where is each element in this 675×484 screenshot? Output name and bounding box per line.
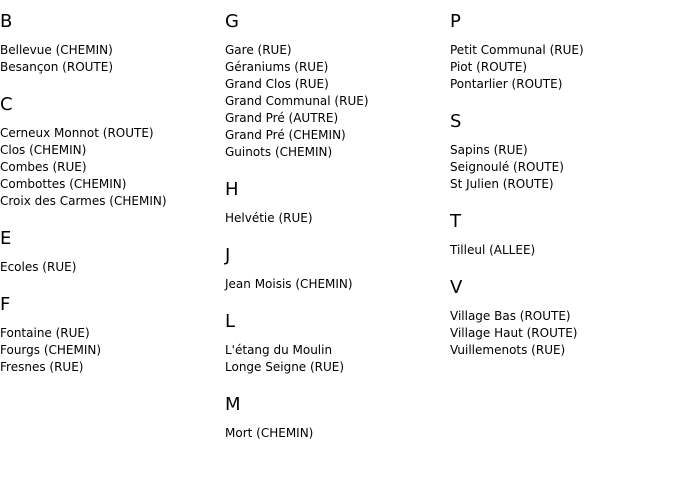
street-list [450,308,674,359]
street-link[interactable]: Grand Pré (CHEMIN) [225,128,346,142]
street-link[interactable]: Helvétie (RUE) [225,211,313,225]
street-link[interactable]: Combottes (CHEMIN) [0,177,127,191]
street-link[interactable]: Géraniums (RUE) [225,60,329,74]
street-link[interactable]: Fontaine (RUE) [0,326,90,340]
street-link[interactable]: Croix des Carmes (CHEMIN) [0,194,167,208]
letter-group-g [225,12,449,161]
street-link[interactable]: Clos (CHEMIN) [0,143,87,157]
street-link[interactable]: Grand Communal (RUE) [225,94,369,108]
street-link[interactable]: Fourgs (CHEMIN) [0,343,102,357]
street-list [0,42,224,76]
letter-heading: F [0,294,11,315]
street-list [225,425,449,442]
street-link[interactable]: Besançon (ROUTE) [0,60,114,74]
street-list [0,125,224,210]
letter-group-j [225,246,449,293]
street-link[interactable]: Petit Communal (RUE) [450,43,584,57]
letter-heading: M [225,394,241,415]
letter-group-e [0,229,224,276]
street-list [0,259,224,276]
letter-group-p [450,12,674,93]
street-link[interactable]: Vuillemenots (RUE) [450,343,566,357]
letter-heading: J [225,245,231,266]
street-index-column-3 [450,12,674,378]
letter-group-c [0,95,224,210]
street-list [450,242,674,259]
street-link[interactable]: Pontarlier (ROUTE) [450,77,563,91]
street-link[interactable]: Ecoles (RUE) [0,260,77,274]
street-link[interactable]: Tilleul (ALLEE) [450,243,536,257]
street-link[interactable]: Longe Seigne (RUE) [225,360,345,374]
street-link[interactable]: Seignoulé (ROUTE) [450,160,564,174]
letter-heading: P [450,11,461,32]
letter-group-v [450,278,674,359]
street-link[interactable]: Combes (RUE) [0,160,87,174]
street-list [225,276,449,293]
letter-heading: G [225,11,239,32]
letter-heading: C [0,94,13,115]
street-link[interactable]: L'étang du Moulin [225,343,333,357]
street-link[interactable]: Cerneux Monnot (ROUTE) [0,126,154,140]
street-link[interactable]: Piot (ROUTE) [450,60,528,74]
letter-heading: T [450,211,461,232]
street-list [225,42,449,161]
street-link[interactable]: Grand Clos (RUE) [225,77,329,91]
street-link[interactable]: St Julien (ROUTE) [450,177,554,191]
letter-heading: B [0,11,13,32]
letter-group-l [225,312,449,376]
letter-group-t [450,212,674,259]
street-link[interactable]: Jean Moisis (CHEMIN) [225,277,353,291]
street-link[interactable]: Guinots (CHEMIN) [225,145,333,159]
letter-heading: V [450,277,463,298]
street-index-column-2 [225,12,449,461]
street-link[interactable]: Village Haut (ROUTE) [450,326,578,340]
street-link[interactable]: Gare (RUE) [225,43,292,57]
street-index-column-1 [0,12,224,395]
letter-group-h [225,180,449,227]
street-link[interactable]: Mort (CHEMIN) [225,426,314,440]
street-link[interactable]: Bellevue (CHEMIN) [0,43,113,57]
letter-group-f [0,295,224,376]
letter-group-b [0,12,224,76]
letter-heading: L [225,311,236,332]
street-list [225,342,449,376]
street-list [225,210,449,227]
street-list [450,42,674,93]
street-link[interactable]: Village Bas (ROUTE) [450,309,571,323]
street-link[interactable]: Sapins (RUE) [450,143,528,157]
street-link[interactable]: Fresnes (RUE) [0,360,84,374]
letter-group-m [225,395,449,442]
letter-group-s [450,112,674,193]
street-link[interactable]: Grand Pré (AUTRE) [225,111,339,125]
letter-heading: S [450,111,462,132]
street-list [450,142,674,193]
letter-heading: E [0,228,12,249]
letter-heading: H [225,179,239,200]
street-list [0,325,224,376]
